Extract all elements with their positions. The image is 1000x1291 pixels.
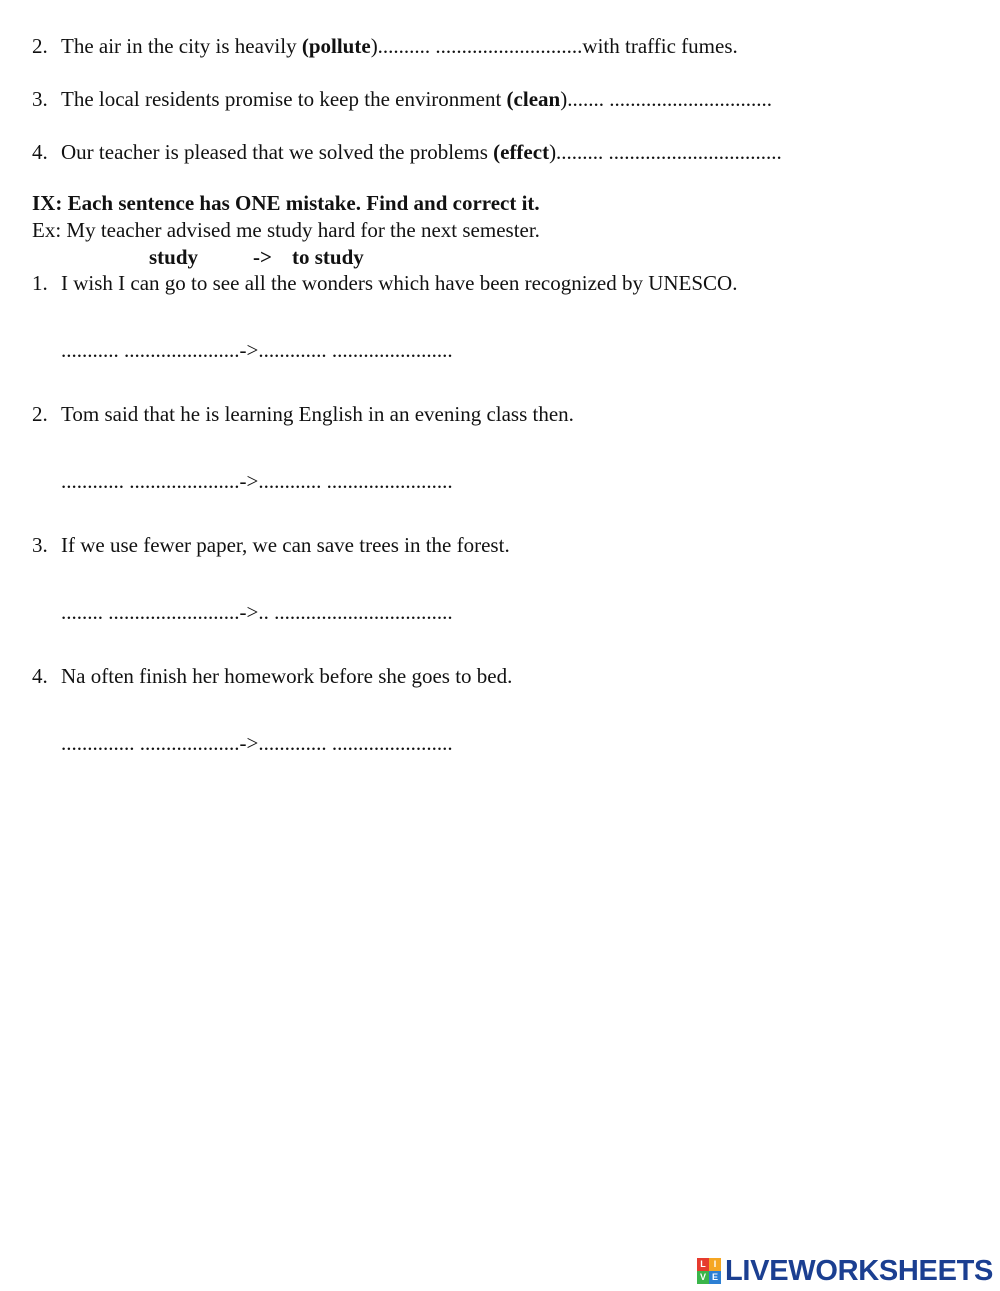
mistake-item-1 [32,270,737,296]
item-number: 4. [32,140,48,164]
item-text-after[interactable]: )....... ............................... [560,87,772,111]
item-number: 1. [32,271,48,295]
item-number: 3. [32,87,48,111]
mistake-item-4 [32,663,512,689]
example-arrow: -> [253,245,272,269]
word-form-item-4 [32,139,782,165]
example-sentence: Ex: My teacher advised me study hard for the next semester. [32,218,540,242]
example-wrong-word: study [149,245,199,269]
example-correction: to study [292,245,364,269]
logo-letter-v: V [697,1271,709,1284]
base-word: (clean [506,87,561,111]
word-form-item-2 [32,33,738,59]
item-sentence: I wish I can go to see all the wonders which have been recognized by UNESCO. [61,271,738,295]
base-word: (pollute [301,34,371,58]
mistake-item-3 [32,532,510,558]
answer-line-3[interactable]: ........ .........................->.. .................................. [61,600,453,624]
logo-letter-i: I [709,1258,721,1271]
logo-letter-e: E [709,1271,721,1284]
item-text-after[interactable]: )......... ................................. [549,140,782,164]
live-blocks-icon [697,1258,721,1284]
answer-line-2[interactable]: ............ .....................->............ ........................ [61,469,453,493]
logo-letter-l: L [697,1258,709,1271]
item-text-before: The air in the city is heavily [61,34,302,58]
base-word: (effect [493,140,550,164]
item-sentence: Tom said that he is learning English in an evening class then. [61,402,574,426]
answer-line-1[interactable]: ........... ......................->............. ....................... [61,338,453,362]
item-number: 4. [32,664,48,688]
answer-line-4[interactable]: .............. ...................->............. ....................... [61,731,453,755]
logo-wordmark: LIVEWORKSHEETS [725,1255,994,1287]
item-sentence: If we use fewer paper, we can save trees in the forest. [61,533,510,557]
liveworksheets-logo [697,1254,993,1288]
item-text-before: The local residents promise to keep the environment [61,87,507,111]
word-form-item-3 [32,86,772,112]
item-text-before: Our teacher is pleased that we solved the problems [61,140,494,164]
item-text-after[interactable]: ).......... ............................with traffic fumes. [370,34,738,58]
section-ix-heading: IX: Each sentence has ONE mistake. Find and correct it. [32,191,540,215]
item-number: 3. [32,533,48,557]
item-sentence: Na often finish her homework before she goes to bed. [61,664,513,688]
item-number: 2. [32,402,48,426]
item-number: 2. [32,34,48,58]
mistake-item-2 [32,401,574,427]
